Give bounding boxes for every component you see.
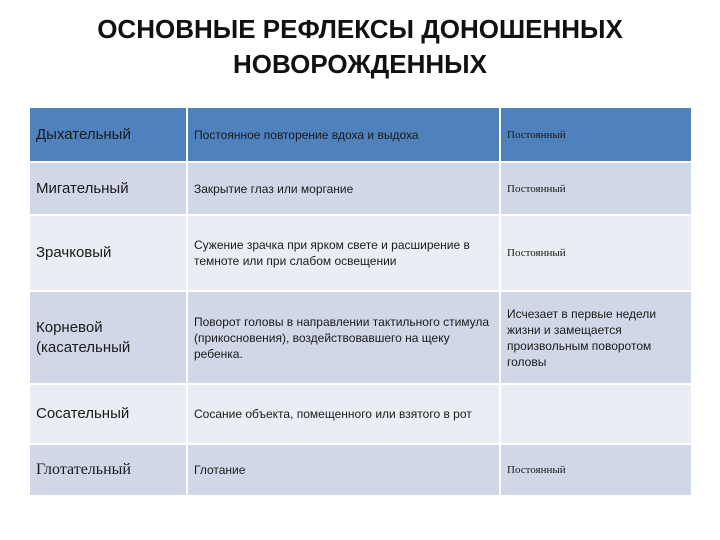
reflex-persistence: Постоянный xyxy=(500,107,692,162)
reflex-persistence xyxy=(500,384,692,444)
reflex-description: Сосание объекта, помещенного или взятого в рот xyxy=(187,384,500,444)
table-row xyxy=(29,444,692,496)
slide-title-line-2: НОВОРОЖДЕННЫХ xyxy=(233,49,487,79)
reflex-name: Мигательный xyxy=(29,162,187,215)
reflex-description: Сужение зрачка при ярком свете и расширение в темноте или при слабом освещении xyxy=(187,215,500,291)
table-row xyxy=(29,107,692,162)
reflex-persistence: Постоянный xyxy=(500,444,692,496)
reflex-name: Глотательный xyxy=(29,444,187,496)
table-row xyxy=(29,162,692,215)
reflex-description: Поворот головы в направлении тактильного стимула (прикосновения), воздействовавшего на щеку ребенка. xyxy=(187,291,500,384)
reflex-persistence: Исчезает в первые недели жизни и замещается произвольным поворотом головы xyxy=(500,291,692,384)
table-row xyxy=(29,384,692,444)
reflex-name: Корневой (касательный xyxy=(29,291,187,384)
reflex-description: Постоянное повторение вдоха и выдоха xyxy=(187,107,500,162)
slide-title-line-1: ОСНОВНЫЕ РЕФЛЕКСЫ ДОНОШЕННЫХ xyxy=(97,14,623,44)
reflex-description: Закрытие глаз или моргание xyxy=(187,162,500,215)
reflex-persistence: Постоянный xyxy=(500,215,692,291)
reflex-name: Зрачковый xyxy=(29,215,187,291)
table-row xyxy=(29,291,692,384)
table-row xyxy=(29,215,692,291)
reflex-name: Сосательный xyxy=(29,384,187,444)
reflex-table xyxy=(28,106,693,497)
slide-title xyxy=(60,12,660,82)
reflex-description: Глотание xyxy=(187,444,500,496)
reflex-name: Дыхательный xyxy=(29,107,187,162)
reflex-persistence: Постоянный xyxy=(500,162,692,215)
